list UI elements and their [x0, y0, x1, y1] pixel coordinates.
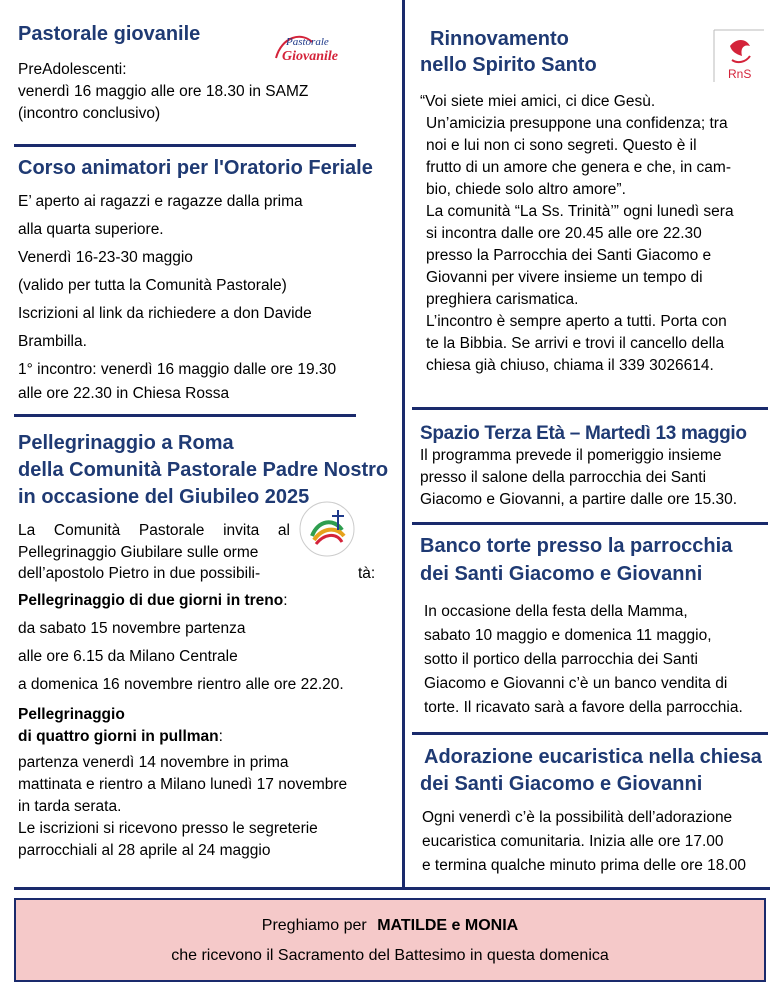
text-line: Brambilla.	[18, 333, 87, 350]
section-adorazione	[420, 744, 772, 876]
section-rule	[14, 414, 356, 417]
section-rule	[412, 732, 768, 735]
text-line: La Comunità Pastorale invita al	[18, 522, 290, 539]
text-line: “Voi siete miei amici, ci dice Gesù.	[420, 93, 656, 110]
rns-logo-text: RnS	[728, 67, 752, 81]
prayer-line-1	[16, 912, 764, 940]
text-line: si incontra dalle ore 20.45 alle ore 22.30	[426, 225, 702, 242]
text-line: Il programma prevede il pomeriggio insieme	[420, 447, 722, 464]
text-line: PreAdolescenti:	[18, 61, 127, 78]
prayer-names: MATILDE e MONIA	[377, 917, 519, 934]
section-title: Spazio Terza Età – Martedì 13 maggio	[420, 423, 747, 444]
section-subtitle: della Comunità Pastorale Padre Nostro	[18, 459, 389, 481]
text-line: a domenica 16 novembre rientro alle ore 22.20.	[18, 676, 344, 693]
section-corso-animatori	[18, 156, 398, 406]
section-rule	[14, 144, 356, 147]
text-line: presso il salone della parrocchia dei Santi	[420, 469, 707, 486]
text-line: Iscrizioni al link da richiedere a don Davide	[18, 305, 312, 322]
text-line: chiesa già chiuso, chiama il 339 3026614.	[426, 357, 714, 374]
section-title: Pastorale giovanile	[18, 23, 201, 45]
text-line: Le iscrizioni si ricevono presso le segreterie	[18, 820, 318, 837]
text-line: L’incontro è sempre aperto a tutti. Porta con	[426, 313, 727, 330]
section-banco-torte	[420, 532, 770, 718]
text-line: bio, chiede solo altro amore”.	[426, 181, 626, 198]
section-rule	[412, 522, 768, 525]
svg-text:Giovanile: Giovanile	[282, 49, 338, 64]
text-line: In occasione della festa della Mamma,	[424, 603, 688, 620]
section-rule	[412, 407, 768, 410]
text-line: Un’amicizia presuppone una confidenza; tra	[426, 115, 728, 132]
section-title: Corso animatori per l'Oratorio Feriale	[18, 157, 373, 179]
text-line: in tarda serata.	[18, 798, 122, 815]
pullman-line	[18, 727, 400, 747]
text-line: Pellegrinaggio Giubilare sulle orme	[18, 544, 259, 561]
text-line: eucaristica comunitaria. Inizia alle ore 17.00	[422, 833, 724, 850]
prayer-box	[14, 898, 766, 982]
text-line: dell’apostolo Pietro in due possibili-	[18, 565, 261, 582]
text-line: frutto di un amore che genera e che, in cam-	[426, 159, 731, 176]
treno-line	[18, 591, 400, 611]
column-divider	[402, 0, 405, 888]
prayer-pre: Preghiamo per	[261, 917, 367, 934]
section-subtitle: dei Santi Giacomo e Giovanni	[420, 773, 703, 795]
text-line: torte. Il ricavato sarà a favore della parrocchia.	[424, 699, 743, 716]
section-subtitle: nello Spirito Santo	[420, 54, 597, 76]
text-line: (valido per tutta la Comunità Pastorale)	[18, 277, 287, 294]
section-title: Adorazione eucaristica nella chiesa	[424, 746, 762, 768]
text-line: partenza venerdì 14 novembre in prima	[18, 754, 289, 771]
section-title: Pellegrinaggio a Roma	[18, 432, 234, 454]
text-line: presso la Parrocchia dei Santi Giacomo e	[426, 247, 712, 264]
svg-text:Pastorale: Pastorale	[286, 36, 329, 48]
treno-title: Pellegrinaggio di due giorni in treno	[18, 592, 284, 609]
section-terza-eta	[420, 422, 770, 510]
text-line: parrocchiali al 28 aprile al 24 maggio	[18, 842, 271, 859]
section-pellegrinaggio	[18, 430, 400, 861]
text-line: Venerdì 16-23-30 maggio	[18, 249, 193, 266]
section-subtitle: in occasione del Giubileo 2025	[18, 486, 310, 508]
pullman-subtitle: di quattro giorni in pullman	[18, 728, 219, 745]
section-title: Banco torte presso la parrocchia	[420, 535, 733, 557]
text-line: La comunità “La Ss. Trinità’” ogni lunedì sera	[426, 203, 734, 220]
text-line: Giacomo e Giovanni c’è un banco vendita di	[424, 675, 728, 692]
pullman-colon: :	[218, 728, 223, 745]
prayer-line-2: che ricevono il Sacramento del Battesimo in questa domenica	[171, 947, 609, 964]
text-line: Giacomo e Giovanni, a partire dalle ore 15.30.	[420, 491, 738, 508]
text-line: E’ aperto ai ragazzi e ragazze dalla prima	[18, 193, 303, 210]
text-line: noi e lui non ci sono segreti. Questo è il	[426, 137, 697, 154]
pullman-title: Pellegrinaggio	[18, 706, 125, 723]
text-line: sabato 10 maggio e domenica 11 maggio,	[424, 627, 712, 644]
text-line: mattinata e rientro a Milano lunedì 17 novembre	[18, 776, 348, 793]
text-line: preghiera carismatica.	[426, 291, 579, 308]
treno-colon: :	[283, 592, 288, 609]
text-line: te la Bibbia. Se arrivi e trovi il cancello della	[426, 335, 725, 352]
text-line: e termina qualche minuto prima delle ore 18.00	[422, 857, 746, 874]
section-title: Rinnovamento	[430, 28, 569, 50]
text-line: Giovanni per vivere insieme un tempo di	[426, 269, 703, 286]
rns-logo	[712, 28, 766, 84]
giubileo-logo	[298, 500, 356, 558]
text-line: venerdì 16 maggio alle ore 18.30 in SAMZ	[18, 83, 309, 100]
text-line: alle ore 22.30 in Chiesa Rossa	[18, 385, 230, 402]
text-line: Ogni venerdì c’è la possibilità dell’adorazione	[422, 809, 733, 826]
text-line: alla quarta superiore.	[18, 221, 164, 238]
text-line: tà:	[358, 565, 376, 582]
text-line: 1° incontro: venerdì 16 maggio dalle ore 19.30	[18, 361, 337, 378]
pastorale-giovanile-logo	[272, 28, 352, 68]
text-line: (incontro conclusivo)	[18, 105, 161, 122]
text-line: sotto il portico della parrocchia dei Santi	[424, 651, 698, 668]
text-line: alle ore 6.15 da Milano Centrale	[18, 648, 238, 665]
section-subtitle: dei Santi Giacomo e Giovanni	[420, 563, 703, 585]
page-rule	[14, 887, 770, 890]
text-line: da sabato 15 novembre partenza	[18, 620, 246, 637]
